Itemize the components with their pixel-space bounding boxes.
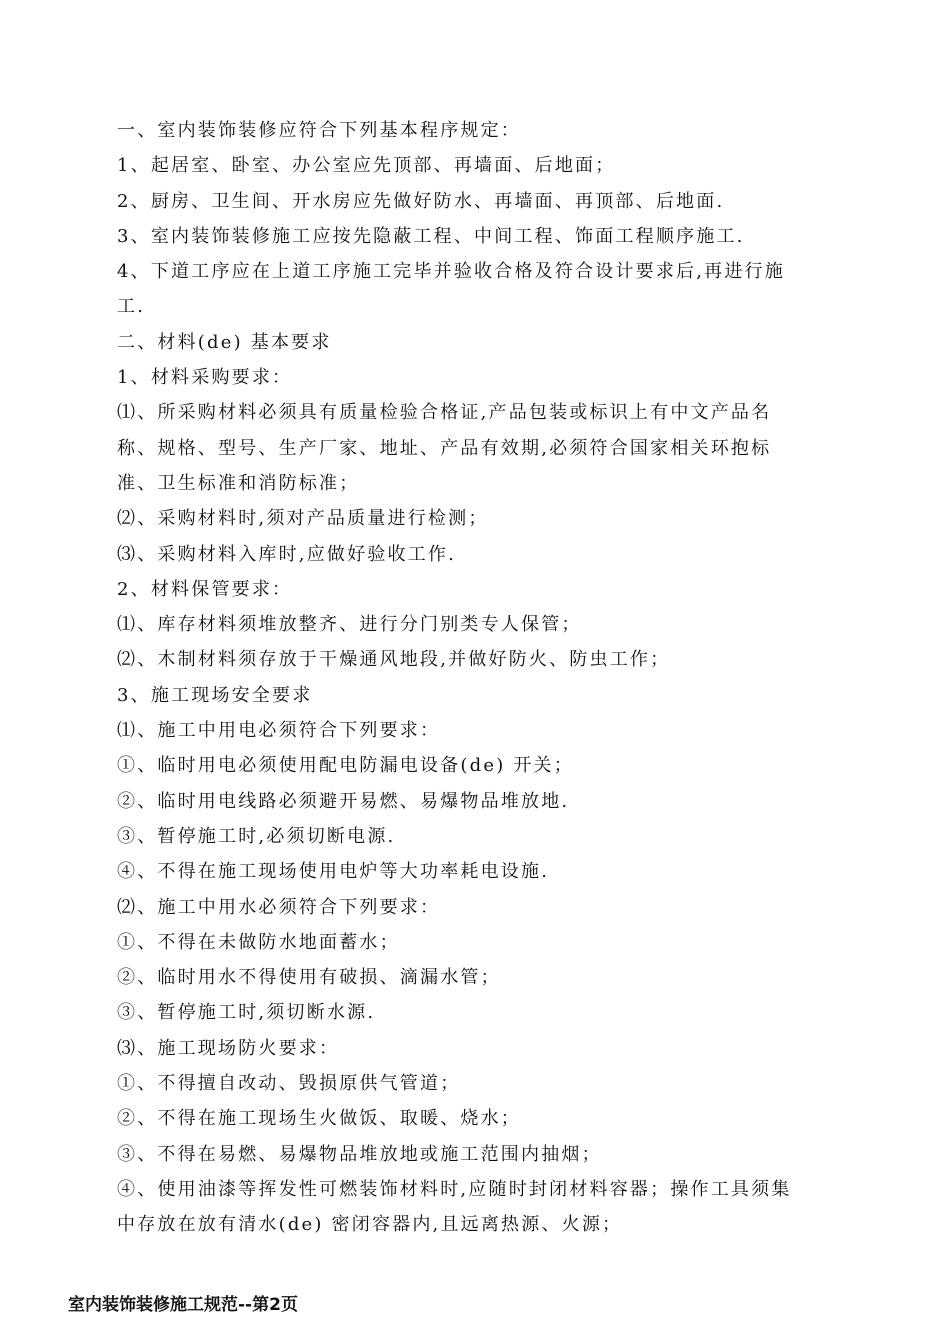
text-line: ③、不得在易燃、易爆物品堆放地或施工范围内抽烟；	[117, 1143, 602, 1165]
text-line: ⑵、施工中用水必须符合下列要求：	[117, 896, 441, 918]
text-line: 一、室内装饰装修应符合下列基本程序规定：	[117, 120, 521, 141]
text-line: ⑵、木制材料须存放于干燥通风地段,并做好防火、防虫工作；	[117, 649, 671, 671]
text-line: ⑵、采购材料时,须对产品质量进行检测；	[117, 508, 489, 530]
text-line: ⑶、采购材料入库时,应做好验收工作.	[117, 543, 457, 565]
text-line: ④、不得在施工现场使用电炉等大功率耗电设施.	[117, 861, 550, 883]
text-line: ①、不得在未做防水地面蓄水；	[117, 931, 400, 953]
text-line: 中存放在放有清水(de) 密闭容器内,且远离热源、火源；	[117, 1214, 623, 1236]
text-line: 2、厨房、卫生间、开水房应先做好防水、再墙面、再顶部、后地面.	[117, 190, 725, 212]
text-line: 1、起居室、卧室、办公室应先顶部、再墙面、后地面；	[117, 155, 616, 177]
document-body	[117, 113, 829, 1243]
text-line: ④、使用油漆等挥发性可燃装饰材料时,应随时封闭材料容器；操作工具须集	[117, 1178, 792, 1200]
text-line: ①、不得擅自改动、毁损原供气管道；	[117, 1073, 461, 1095]
text-line: ⑶、施工现场防火要求：	[117, 1037, 340, 1059]
text-line: 1、材料采购要求：	[117, 367, 293, 389]
text-line: ③、暂停施工时,须切断水源.	[117, 1002, 376, 1024]
text-line: 4、下道工序应在上道工序施工完毕并验收合格及符合设计要求后,再进行施	[117, 261, 785, 283]
text-line: 3、室内装饰装修施工应按先隐蔽工程、中间工程、饰面工程顺序施工.	[117, 225, 745, 247]
text-line: 准、卫生标准和消防标准；	[117, 472, 360, 494]
text-line: ②、临时用电线路必须避开易燃、易爆物品堆放地.	[117, 790, 570, 812]
section-heading: 二、材料(de) 基本要求	[117, 331, 332, 353]
text-line: ②、不得在施工现场生火做饭、取暖、烧水；	[117, 1108, 521, 1130]
text-line: ⑴、所采购材料必须具有质量检验合格证,产品包装或标识上有中文产品名	[117, 402, 772, 424]
text-line: ⑴、库存材料须堆放整齐、进行分门别类专人保管；	[117, 614, 582, 636]
text-line: 工.	[117, 296, 146, 318]
text-line: ②、临时用水不得使用有破损、滴漏水管；	[117, 967, 501, 989]
text-line: ③、暂停施工时,必须切断电源.	[117, 825, 396, 847]
text-line: 称、规格、型号、生产厂家、地址、产品有效期,必须符合国家相关环抱标	[117, 437, 772, 459]
text-line: 2、材料保管要求：	[117, 578, 293, 600]
text-line: ①、临时用电必须使用配电防漏电设备(de) 开关；	[117, 755, 574, 777]
page-footer: 室内装饰装修施工规范--第2页	[68, 1295, 298, 1315]
text-line: 3、施工现场安全要求	[117, 684, 313, 706]
text-line: ⑴、施工中用电必须符合下列要求：	[117, 720, 441, 742]
